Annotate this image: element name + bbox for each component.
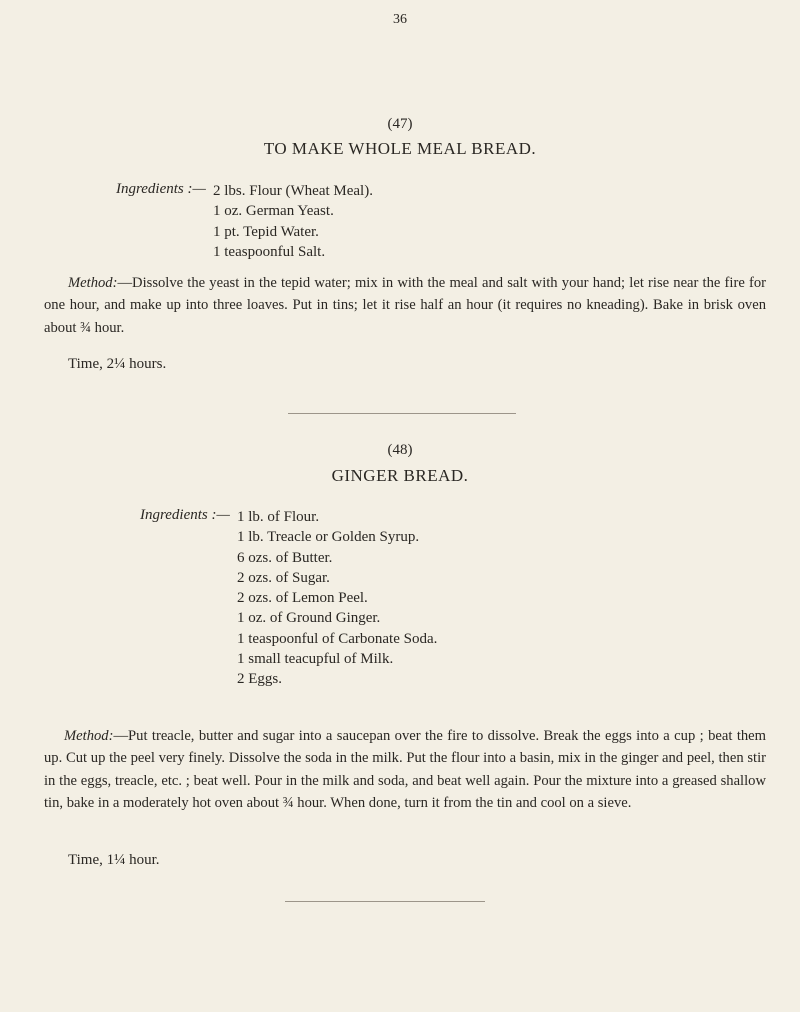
ingredients-label: Ingredients :— <box>116 181 206 197</box>
section-divider <box>285 901 485 902</box>
method-paragraph <box>44 725 766 815</box>
ingredient-item: 1 pt. Tepid Water. <box>213 223 319 240</box>
ingredient-item: 6 ozs. of Butter. <box>237 549 333 566</box>
ingredient-item: 1 teaspoonful of Carbonate Soda. <box>237 630 438 647</box>
ingredient-item: 1 oz. of Ground Ginger. <box>237 610 381 627</box>
cooking-time: Time, 2¼ hours. <box>68 356 167 372</box>
ingredient-item: 2 ozs. of Sugar. <box>237 569 330 586</box>
ingredient-item: 1 small teacupful of Milk. <box>237 651 394 668</box>
recipe-number: (48) <box>387 442 413 458</box>
ingredient-item: 1 lb. Treacle or Golden Syrup. <box>237 529 420 546</box>
method-label: Method: <box>64 728 114 744</box>
page-number: 36 <box>393 12 407 27</box>
recipe-title: GINGER BREAD. <box>331 466 469 485</box>
ingredients-block <box>116 181 373 260</box>
method-label: Method: <box>68 275 118 291</box>
method-text: —Put treacle, butter and sugar into a saucepan over the fire to dissolve. Break the eggs into a cup ; beat them up. Cut up the peel very finely. Dissolve the soda in the milk. Put the flour into a basin, mix in the ginger and peel, then stir in the eggs, treacle, etc. ; beat well. Pour in the milk and soda, and beat well again. Pour the mixture into a greased shallow tin, bake in a moderately hot oven about ¾ hour. When done, turn it from the tin and cool on a sieve. <box>44 728 766 812</box>
ingredient-item: 1 teaspoonful Salt. <box>213 243 326 260</box>
recipe-number: (47) <box>387 116 413 132</box>
ingredient-item: 2 ozs. of Lemon Peel. <box>237 590 368 607</box>
ingredient-item: 2 lbs. Flour (Wheat Meal). <box>213 183 373 199</box>
ingredient-item: 1 oz. German Yeast. <box>213 203 334 220</box>
method-paragraph <box>44 272 766 339</box>
cooking-time: Time, 1¼ hour. <box>68 852 160 868</box>
ingredient-item: 1 lb. of Flour. <box>237 509 320 525</box>
section-divider <box>288 413 516 414</box>
ingredients-list <box>237 507 437 690</box>
ingredients-label: Ingredients :— <box>140 507 230 523</box>
ingredients-list <box>213 181 373 262</box>
recipe-title: TO MAKE WHOLE MEAL BREAD. <box>263 139 537 158</box>
ingredient-item: 2 Eggs. <box>237 671 282 688</box>
method-text: —Dissolve the yeast in the tepid water; mix in with the meal and salt with your hand; let rise near the fire for one hour, and make up into three loaves. Put in tins; let it rise half an hour (it requires no kneading). Bake in brisk oven about ¾ hour. <box>44 275 766 336</box>
ingredients-block <box>140 507 438 688</box>
